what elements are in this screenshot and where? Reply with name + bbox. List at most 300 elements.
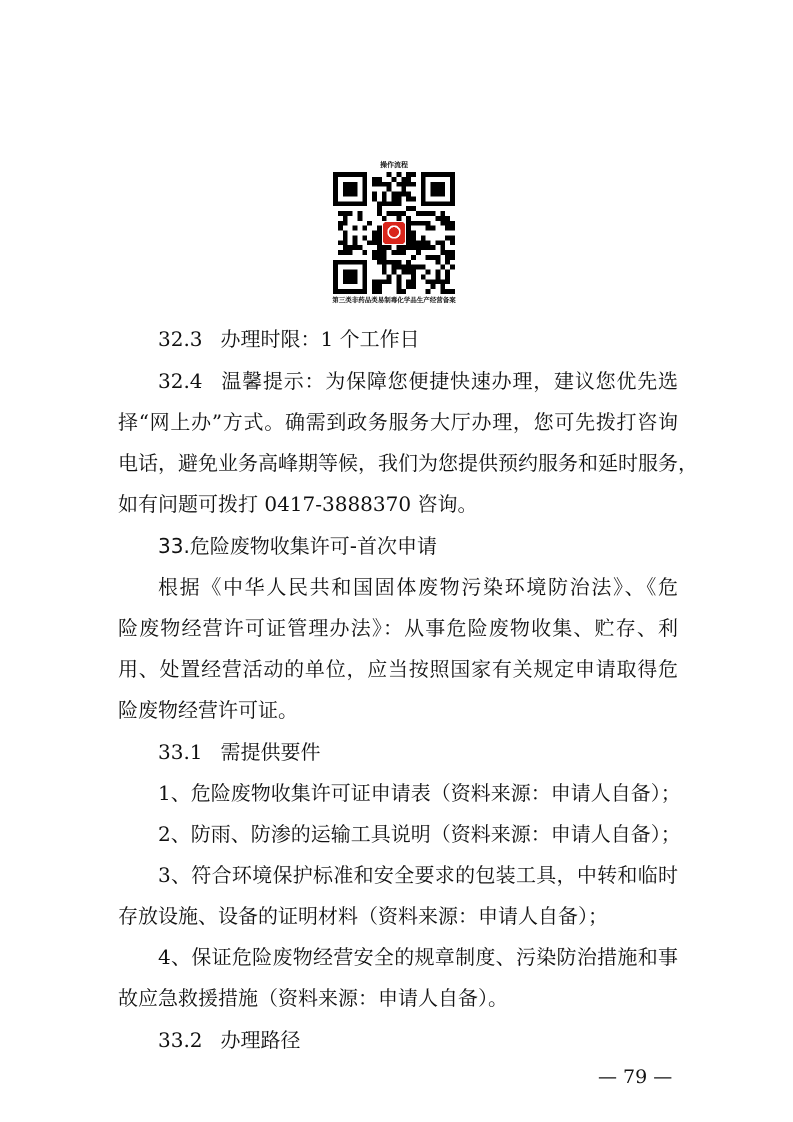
qr-module (348, 201, 353, 206)
qr-module (362, 260, 367, 265)
qr-module (401, 270, 406, 275)
qr-module (406, 221, 411, 226)
qr-module (362, 274, 367, 279)
qr-module (431, 284, 436, 289)
qr-module (421, 196, 426, 201)
qr-module (377, 255, 382, 260)
qr-module (382, 265, 387, 270)
qr-module (445, 201, 450, 206)
qr-module (387, 187, 392, 192)
qr-module (338, 289, 343, 294)
qr-module (435, 216, 440, 221)
requirement-item-3-line-2: 存放设施、设备的证明材料（资料来源：申请人自备）； (118, 904, 608, 928)
qr-module (411, 265, 416, 270)
qr-module (348, 172, 353, 177)
qr-module (445, 270, 450, 275)
qr-module (440, 201, 445, 206)
qr-module (440, 289, 445, 294)
qr-module (435, 279, 440, 284)
qr-module (338, 250, 343, 255)
qr-module (392, 192, 397, 197)
qr-module (401, 211, 406, 216)
qr-module (333, 177, 338, 182)
qr-module (445, 235, 450, 240)
qr-module (377, 240, 382, 245)
qr-module (372, 231, 377, 236)
qr-module (357, 201, 362, 206)
qr-module (382, 216, 387, 221)
qr-module (440, 216, 445, 221)
qr-module (396, 182, 401, 187)
qr-module (333, 260, 338, 265)
qr-module (396, 260, 401, 265)
qr-module (445, 250, 450, 255)
qr-module (435, 274, 440, 279)
section-33-2-heading (158, 1028, 678, 1052)
qr-module (431, 187, 436, 192)
qr-module (343, 274, 348, 279)
qr-module (426, 270, 431, 275)
qr-module (411, 255, 416, 260)
qr-module (362, 201, 367, 206)
qr-module (333, 284, 338, 289)
qr-module (348, 187, 353, 192)
qr-module (435, 192, 440, 197)
qr-module (353, 172, 358, 177)
qr-module (445, 216, 450, 221)
qr-module (450, 196, 455, 201)
qr-module (421, 177, 426, 182)
qr-module (406, 270, 411, 275)
qr-module (406, 240, 411, 245)
qr-module (362, 279, 367, 284)
qr-module (372, 250, 377, 255)
qr-module (450, 265, 455, 270)
qr-module (445, 279, 450, 284)
qr-module (372, 240, 377, 245)
qr-module (382, 255, 387, 260)
requirement-item-1: 1、危险废物收集许可证申请表（资料来源：申请人自备）； (158, 781, 681, 805)
qr-module (440, 192, 445, 197)
qr-module (382, 196, 387, 201)
qr-module (440, 279, 445, 284)
qr-module (357, 172, 362, 177)
qr-module (411, 235, 416, 240)
qr-module (348, 274, 353, 279)
section-33-title: 33.危险废物收集许可-首次申请 (158, 534, 438, 558)
qr-logo-icon (383, 222, 405, 244)
qr-module (377, 177, 382, 182)
qr-module (440, 250, 445, 255)
qr-module (377, 206, 382, 211)
qr-module (392, 265, 397, 270)
section-number: 33.1 (158, 740, 203, 764)
qr-module (396, 279, 401, 284)
qr-module (445, 172, 450, 177)
qr-module (426, 245, 431, 250)
qr-module (333, 274, 338, 279)
qr-module (362, 192, 367, 197)
qr-module (343, 245, 348, 250)
qr-module (348, 279, 353, 284)
qr-module (392, 260, 397, 265)
qr-module (406, 172, 411, 177)
qr-module (362, 172, 367, 177)
qr-module (411, 231, 416, 236)
qr-module (362, 250, 367, 255)
qr-module (445, 221, 450, 226)
qr-module (338, 240, 343, 245)
qr-module (353, 245, 358, 250)
qr-module (411, 196, 416, 201)
qr-module (406, 265, 411, 270)
qr-module (382, 279, 387, 284)
qr-module (421, 245, 426, 250)
qr-module (343, 192, 348, 197)
qr-caption-top: 操作流程 (380, 161, 408, 169)
qr-module (406, 231, 411, 236)
qr-module (387, 260, 392, 265)
section-32-3 (158, 327, 678, 351)
qr-module (406, 279, 411, 284)
qr-module (343, 240, 348, 245)
qr-module (440, 221, 445, 226)
qr-module (431, 182, 436, 187)
qr-module (445, 289, 450, 294)
qr-module (377, 211, 382, 216)
requirement-item-4-line-1: 4、保证危险废物经营安全的规章制度、污染防治措施和事 (158, 945, 678, 969)
qr-module (372, 255, 377, 260)
qr-module (396, 172, 401, 177)
qr-module (421, 274, 426, 279)
qr-module (421, 187, 426, 192)
qr-module (353, 260, 358, 265)
qr-module (426, 226, 431, 231)
qr-module (338, 260, 343, 265)
qr-module (343, 187, 348, 192)
qr-module (435, 187, 440, 192)
section-33-intro-line-3: 用、处置经营活动的单位，应当按照国家有关规定申请取得危 (118, 657, 678, 681)
section-33-1-heading (158, 740, 678, 764)
qr-module (362, 289, 367, 294)
qr-module (411, 240, 416, 245)
qr-module (421, 172, 426, 177)
qr-module (387, 201, 392, 206)
qr-module (396, 250, 401, 255)
qr-module (348, 270, 353, 275)
qr-module (362, 265, 367, 270)
qr-module (387, 245, 392, 250)
qr-module (338, 201, 343, 206)
qr-module (377, 245, 382, 250)
qr-module (401, 177, 406, 182)
qr-module (406, 284, 411, 289)
qr-module (445, 255, 450, 260)
qr-module (377, 250, 382, 255)
qr-module (435, 255, 440, 260)
qr-module (421, 221, 426, 226)
qr-module (382, 182, 387, 187)
qr-module (343, 235, 348, 240)
section-33-intro-line-1: 根据《中华人民共和国固体废物污染环境防治法》、《危 (158, 575, 678, 599)
qr-module (392, 177, 397, 182)
qr-module (343, 182, 348, 187)
qr-module (406, 196, 411, 201)
qr-module (367, 221, 372, 226)
qr-module (426, 255, 431, 260)
qr-module (396, 201, 401, 206)
qr-module (362, 226, 367, 231)
qr-module (411, 274, 416, 279)
qr-module (406, 206, 411, 211)
qr-module (362, 235, 367, 240)
section-number: 32.4 (158, 369, 203, 393)
qr-module (377, 260, 382, 265)
qr-module (406, 182, 411, 187)
qr-module (401, 187, 406, 192)
qr-module (382, 270, 387, 275)
qr-module (411, 245, 416, 250)
qr-module (362, 187, 367, 192)
qr-caption-bottom: 第三类非药品类易制毒化学品生产经营备案 (332, 296, 456, 304)
qr-module (426, 221, 431, 226)
qr-module (396, 289, 401, 294)
qr-module (426, 172, 431, 177)
qr-module (416, 221, 421, 226)
qr-module (445, 226, 450, 231)
qr-module (411, 284, 416, 289)
qr-module (343, 231, 348, 236)
qr-module (343, 270, 348, 275)
section-33-intro-line-2: 险废物经营许可证管理办法》：从事危险废物收集、贮存、利 (118, 616, 678, 640)
qr-module (416, 211, 421, 216)
qr-module (411, 182, 416, 187)
qr-module (372, 192, 377, 197)
qr-module (435, 260, 440, 265)
qr-module (431, 201, 436, 206)
qr-module (377, 289, 382, 294)
qr-module (372, 289, 377, 294)
qr-module (440, 211, 445, 216)
page-number: — 79 — (598, 1066, 673, 1088)
qr-module (343, 201, 348, 206)
qr-module (396, 211, 401, 216)
qr-module (333, 270, 338, 275)
qr-module (416, 250, 421, 255)
qr-module (450, 235, 455, 240)
qr-module (450, 250, 455, 255)
qr-module (440, 265, 445, 270)
qr-module (435, 201, 440, 206)
qr-module (382, 260, 387, 265)
qr-module (392, 250, 397, 255)
qr-module (435, 240, 440, 245)
qr-module (372, 279, 377, 284)
qr-module (396, 245, 401, 250)
qr-module (450, 226, 455, 231)
qr-module (377, 182, 382, 187)
qr-module (392, 211, 397, 216)
qr-module (411, 279, 416, 284)
qr-module (387, 172, 392, 177)
qr-module (382, 245, 387, 250)
qr-module (348, 182, 353, 187)
qr-module (426, 211, 431, 216)
qr-module (353, 270, 358, 275)
qr-module (333, 279, 338, 284)
qr-module (406, 192, 411, 197)
qr-module (396, 265, 401, 270)
qr-module (392, 201, 397, 206)
qr-module (450, 240, 455, 245)
qr-module (362, 182, 367, 187)
qr-module (377, 226, 382, 231)
qr-module (333, 172, 338, 177)
qr-module (435, 270, 440, 275)
qr-module (435, 182, 440, 187)
qr-module (357, 245, 362, 250)
qr-module (362, 270, 367, 275)
qr-module (435, 172, 440, 177)
qr-module (426, 201, 431, 206)
qr-module (450, 221, 455, 226)
qr-module (411, 172, 416, 177)
qr-module (421, 201, 426, 206)
section-32-4-line-4: 如有问题可拨打 0417-3888370 咨询。 (118, 492, 478, 516)
section-text: 办理时限：1 个工作日 (220, 327, 420, 351)
qr-module (421, 265, 426, 270)
qr-module (396, 216, 401, 221)
qr-module (421, 235, 426, 240)
qr-module (411, 270, 416, 275)
qr-module (450, 187, 455, 192)
qr-module (333, 196, 338, 201)
section-32-4-line-2: 择“网上办”方式。确需到政务服务大厅办理，您可先拨打咨询 (118, 410, 678, 434)
qr-module (421, 182, 426, 187)
section-number: 32.3 (158, 327, 203, 351)
qr-module (372, 196, 377, 201)
qr-module (401, 265, 406, 270)
qr-module (348, 289, 353, 294)
qr-module (440, 240, 445, 245)
qr-module (426, 240, 431, 245)
qr-module (406, 235, 411, 240)
qr-module (343, 279, 348, 284)
qr-module (353, 240, 358, 245)
qr-module (392, 196, 397, 201)
qr-module (353, 201, 358, 206)
qr-module (348, 192, 353, 197)
qr-module (372, 235, 377, 240)
qr-module (348, 260, 353, 265)
requirement-item-2: 2、防雨、防渗的运输工具说明（资料来源：申请人自备）； (158, 822, 681, 846)
qr-module (450, 182, 455, 187)
qr-module (406, 260, 411, 265)
qr-module (357, 289, 362, 294)
qr-module (362, 177, 367, 182)
qr-module (353, 279, 358, 284)
qr-module (387, 211, 392, 216)
qr-module (377, 279, 382, 284)
qr-code-icon[interactable] (333, 172, 455, 294)
qr-module (362, 284, 367, 289)
qr-module (431, 245, 436, 250)
qr-module (401, 182, 406, 187)
qr-module (382, 192, 387, 197)
qr-module (333, 265, 338, 270)
qr-module (382, 250, 387, 255)
qr-module (416, 265, 421, 270)
qr-module (450, 192, 455, 197)
qr-module (353, 226, 358, 231)
qr-module (445, 274, 450, 279)
qr-module (338, 211, 343, 216)
qr-module (353, 274, 358, 279)
qr-module (401, 192, 406, 197)
qr-module (382, 201, 387, 206)
qr-module (372, 284, 377, 289)
qr-module (450, 201, 455, 206)
qr-module (353, 182, 358, 187)
qr-module (353, 235, 358, 240)
qr-module (431, 226, 436, 231)
qr-module (343, 216, 348, 221)
qr-module (406, 245, 411, 250)
qr-module (396, 192, 401, 197)
qr-module (387, 279, 392, 284)
qr-module (343, 260, 348, 265)
qr-module (401, 245, 406, 250)
qr-module (377, 235, 382, 240)
qr-module (333, 289, 338, 294)
qr-module (445, 260, 450, 265)
qr-module (401, 250, 406, 255)
qr-module (348, 211, 353, 216)
qr-module (416, 245, 421, 250)
qr-module (333, 201, 338, 206)
qr-module (450, 289, 455, 294)
qr-module (406, 216, 411, 221)
requirement-item-4-line-2: 故应急救援措施（资料来源：申请人自备）。 (118, 986, 508, 1010)
qr-module (377, 201, 382, 206)
qr-module (440, 245, 445, 250)
qr-module (348, 245, 353, 250)
qr-module (392, 270, 397, 275)
qr-module (421, 240, 426, 245)
qr-module (338, 221, 343, 226)
qr-module (343, 289, 348, 294)
qr-module (372, 177, 377, 182)
qr-module (343, 211, 348, 216)
qr-module (367, 240, 372, 245)
section-32-4-line-3: 电话，避免业务高峰期等候，我们为您提供预约服务和延时服务， (118, 451, 698, 475)
qr-module (343, 172, 348, 177)
qr-module (406, 226, 411, 231)
qr-module (333, 187, 338, 192)
qr-module (338, 226, 343, 231)
qr-module (353, 187, 358, 192)
qr-module (333, 182, 338, 187)
qr-module (343, 221, 348, 226)
qr-module (421, 192, 426, 197)
qr-module (357, 216, 362, 221)
section-33-intro-line-4: 险废物经营许可证。 (118, 698, 298, 722)
qr-module (431, 279, 436, 284)
qr-module (431, 211, 436, 216)
qr-module (357, 260, 362, 265)
qr-module (372, 182, 377, 187)
qr-module (440, 284, 445, 289)
